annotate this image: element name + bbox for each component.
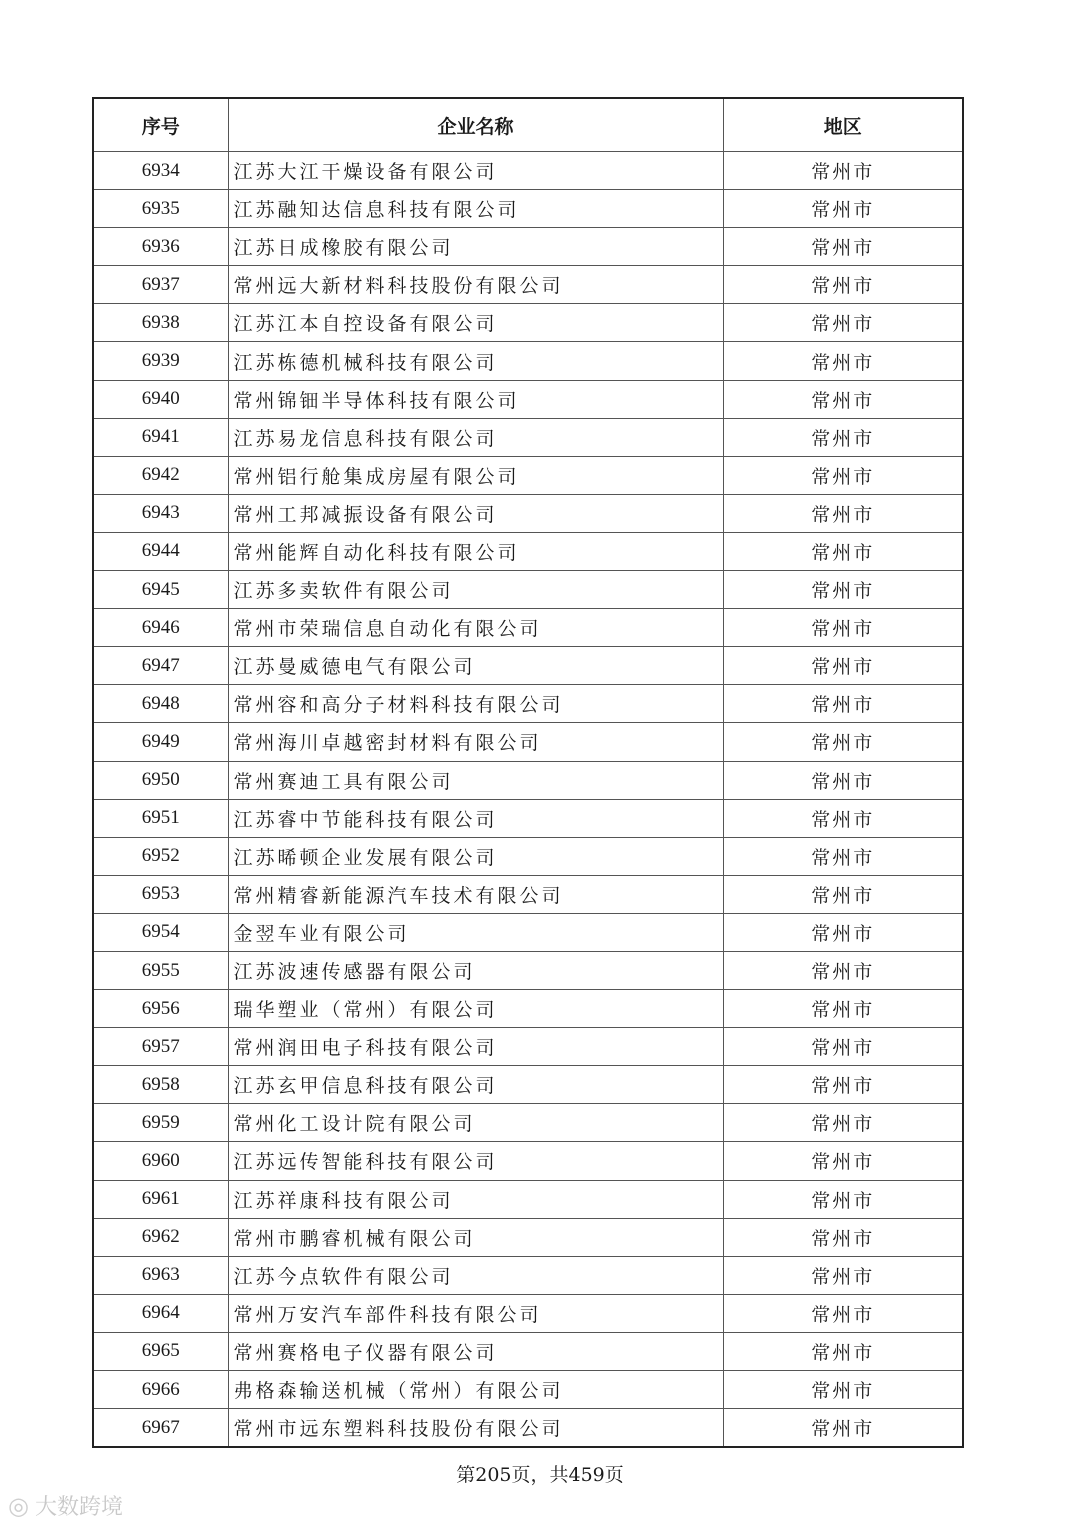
row-number: 6954 [93, 913, 228, 951]
row-number: 6952 [93, 837, 228, 875]
table-row [93, 1180, 963, 1218]
company-name: 常州精睿新能源汽车技术有限公司 [228, 875, 723, 913]
row-number: 6940 [93, 380, 228, 418]
company-name: 金翌车业有限公司 [228, 913, 723, 951]
table-row [93, 647, 963, 685]
row-number: 6964 [93, 1294, 228, 1332]
region: 常州市 [723, 1256, 963, 1294]
row-number: 6937 [93, 266, 228, 304]
row-number: 6965 [93, 1332, 228, 1370]
watermark-text: 大数跨境 [34, 1495, 123, 1520]
company-name: 瑞华塑业（常州）有限公司 [228, 990, 723, 1028]
region: 常州市 [723, 685, 963, 723]
region: 常州市 [723, 456, 963, 494]
company-name: 常州润田电子科技有限公司 [228, 1028, 723, 1066]
row-number: 6945 [93, 571, 228, 609]
table-row [93, 761, 963, 799]
region: 常州市 [723, 152, 963, 190]
region: 常州市 [723, 951, 963, 989]
region: 常州市 [723, 190, 963, 228]
region: 常州市 [723, 1371, 963, 1409]
region: 常州市 [723, 1294, 963, 1332]
region: 常州市 [723, 571, 963, 609]
watermark [8, 1490, 123, 1521]
row-number: 6935 [93, 190, 228, 228]
table-row [93, 1218, 963, 1256]
table-row [93, 609, 963, 647]
region: 常州市 [723, 1409, 963, 1448]
region: 常州市 [723, 1066, 963, 1104]
table-row [93, 1294, 963, 1332]
company-name: 江苏栋德机械科技有限公司 [228, 342, 723, 380]
table-row [93, 1142, 963, 1180]
row-number: 6960 [93, 1142, 228, 1180]
row-number: 6942 [93, 456, 228, 494]
region: 常州市 [723, 532, 963, 570]
region: 常州市 [723, 418, 963, 456]
row-number: 6943 [93, 494, 228, 532]
table-header [93, 98, 963, 152]
header-row [93, 98, 963, 152]
company-name: 江苏大江干燥设备有限公司 [228, 152, 723, 190]
table-row [93, 1371, 963, 1409]
company-name: 常州万安汽车部件科技有限公司 [228, 1294, 723, 1332]
table-row [93, 532, 963, 570]
region: 常州市 [723, 266, 963, 304]
company-name: 常州铝行舱集成房屋有限公司 [228, 456, 723, 494]
company-name: 江苏江本自控设备有限公司 [228, 304, 723, 342]
table-row [93, 1332, 963, 1370]
company-name: 常州锦钿半导体科技有限公司 [228, 380, 723, 418]
row-number: 6955 [93, 951, 228, 989]
table-row [93, 1256, 963, 1294]
table-row [93, 571, 963, 609]
table-row [93, 799, 963, 837]
table-row [93, 723, 963, 761]
row-number: 6944 [93, 532, 228, 570]
company-name: 常州赛格电子仪器有限公司 [228, 1332, 723, 1370]
region: 常州市 [723, 1332, 963, 1370]
region: 常州市 [723, 342, 963, 380]
row-number: 6936 [93, 228, 228, 266]
region: 常州市 [723, 990, 963, 1028]
table-body [93, 152, 963, 1448]
company-table [92, 97, 964, 1448]
row-number: 6953 [93, 875, 228, 913]
row-number: 6949 [93, 723, 228, 761]
row-number: 6962 [93, 1218, 228, 1256]
row-number: 6956 [93, 990, 228, 1028]
table-row [93, 990, 963, 1028]
company-name: 常州市荣瑞信息自动化有限公司 [228, 609, 723, 647]
company-name: 常州市远东塑料科技股份有限公司 [228, 1409, 723, 1448]
region: 常州市 [723, 228, 963, 266]
company-name: 江苏多卖软件有限公司 [228, 571, 723, 609]
company-name: 江苏祥康科技有限公司 [228, 1180, 723, 1218]
table-row [93, 418, 963, 456]
row-number: 6939 [93, 342, 228, 380]
region: 常州市 [723, 647, 963, 685]
company-name: 江苏日成橡胶有限公司 [228, 228, 723, 266]
row-number: 6966 [93, 1371, 228, 1409]
row-number: 6946 [93, 609, 228, 647]
company-name: 弗格森输送机械（常州）有限公司 [228, 1371, 723, 1409]
region: 常州市 [723, 837, 963, 875]
table-row [93, 228, 963, 266]
table-row [93, 494, 963, 532]
company-name: 常州赛迪工具有限公司 [228, 761, 723, 799]
region: 常州市 [723, 1218, 963, 1256]
row-number: 6934 [93, 152, 228, 190]
company-name: 江苏晞顿企业发展有限公司 [228, 837, 723, 875]
region: 常州市 [723, 494, 963, 532]
table-row [93, 837, 963, 875]
company-name: 常州海川卓越密封材料有限公司 [228, 723, 723, 761]
table-row [93, 685, 963, 723]
row-number: 6967 [93, 1409, 228, 1448]
company-name: 江苏曼威德电气有限公司 [228, 647, 723, 685]
watermark-logo-icon: ◎ [8, 1491, 29, 1520]
company-name: 常州工邦减振设备有限公司 [228, 494, 723, 532]
company-name: 江苏今点软件有限公司 [228, 1256, 723, 1294]
region: 常州市 [723, 913, 963, 951]
company-name: 常州市鹏睿机械有限公司 [228, 1218, 723, 1256]
header-region: 地区 [723, 98, 963, 152]
row-number: 6958 [93, 1066, 228, 1104]
region: 常州市 [723, 1028, 963, 1066]
region: 常州市 [723, 1142, 963, 1180]
row-number: 6950 [93, 761, 228, 799]
table-row [93, 951, 963, 989]
table-row [93, 456, 963, 494]
table-row [93, 1066, 963, 1104]
region: 常州市 [723, 380, 963, 418]
table-row [93, 304, 963, 342]
company-name: 江苏远传智能科技有限公司 [228, 1142, 723, 1180]
company-name: 江苏睿中节能科技有限公司 [228, 799, 723, 837]
header-num: 序号 [93, 98, 228, 152]
table-row [93, 1028, 963, 1066]
region: 常州市 [723, 799, 963, 837]
region: 常州市 [723, 723, 963, 761]
company-name: 江苏波速传感器有限公司 [228, 951, 723, 989]
table-row [93, 913, 963, 951]
company-name: 江苏易龙信息科技有限公司 [228, 418, 723, 456]
company-name: 常州容和高分子材料科技有限公司 [228, 685, 723, 723]
company-name: 常州远大新材料科技股份有限公司 [228, 266, 723, 304]
table-row [93, 1104, 963, 1142]
row-number: 6959 [93, 1104, 228, 1142]
region: 常州市 [723, 875, 963, 913]
table-row [93, 266, 963, 304]
page-number: 第205页，共459页 [456, 1464, 624, 1486]
row-number: 6941 [93, 418, 228, 456]
row-number: 6947 [93, 647, 228, 685]
table-row [93, 1409, 963, 1448]
header-name: 企业名称 [228, 98, 723, 152]
company-name: 江苏玄甲信息科技有限公司 [228, 1066, 723, 1104]
region: 常州市 [723, 1180, 963, 1218]
row-number: 6948 [93, 685, 228, 723]
company-name: 常州化工设计院有限公司 [228, 1104, 723, 1142]
company-name: 江苏融知达信息科技有限公司 [228, 190, 723, 228]
row-number: 6951 [93, 799, 228, 837]
row-number: 6938 [93, 304, 228, 342]
region: 常州市 [723, 1104, 963, 1142]
table-row [93, 342, 963, 380]
row-number: 6957 [93, 1028, 228, 1066]
row-number: 6963 [93, 1256, 228, 1294]
region: 常州市 [723, 609, 963, 647]
table-row [93, 190, 963, 228]
company-name: 常州能辉自动化科技有限公司 [228, 532, 723, 570]
region: 常州市 [723, 304, 963, 342]
table-row [93, 380, 963, 418]
row-number: 6961 [93, 1180, 228, 1218]
region: 常州市 [723, 761, 963, 799]
table-row [93, 152, 963, 190]
table-row [93, 875, 963, 913]
